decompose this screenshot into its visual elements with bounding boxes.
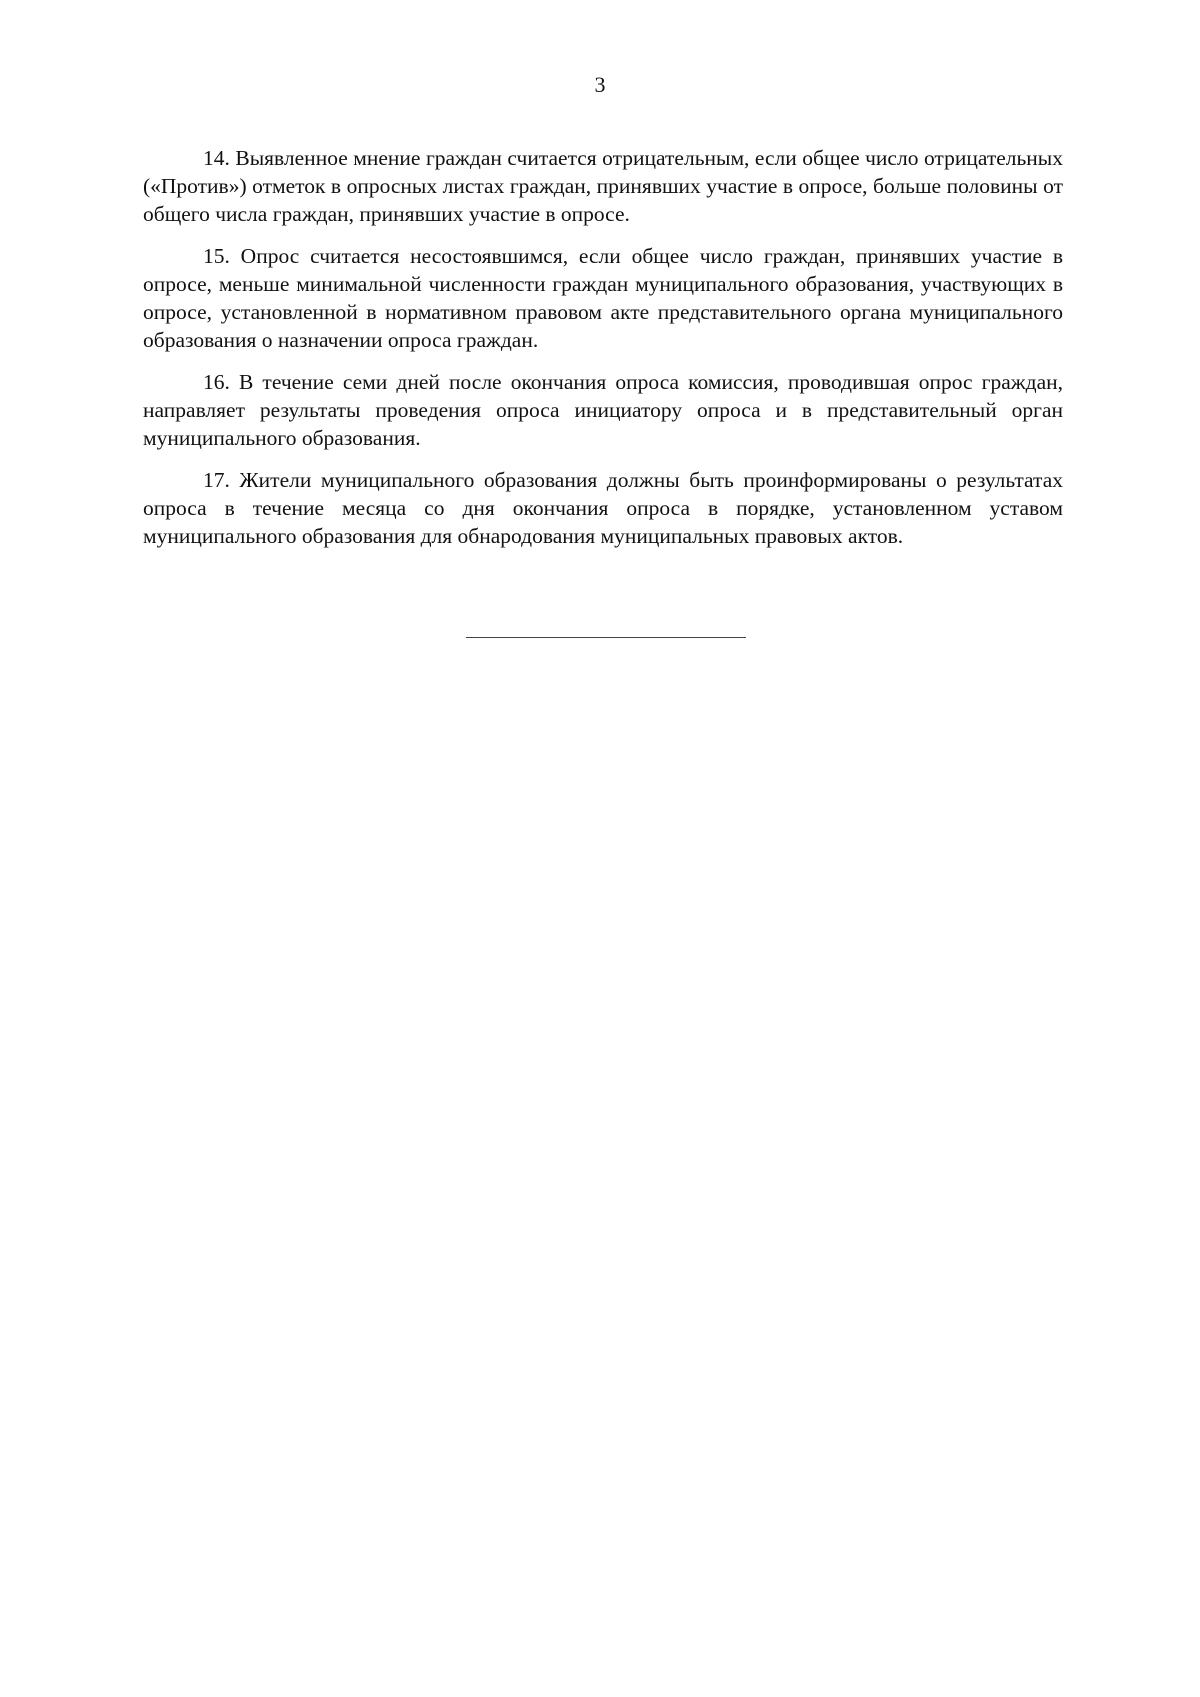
closing-divider [466,637,746,638]
paragraph-16: 16. В течение семи дней после окончания опроса комиссия, проводившая опрос граждан, направляет результаты проведения опроса инициатору опроса и в представительный орган муниципального образования. [143,370,1063,450]
page-number: 3 [594,72,606,97]
paragraph-17: 17. Жители муниципального образования должны быть проинформированы о результатах опроса в течение месяца со дня окончания опроса в порядке, установленном уставом муниципального образования для обнародования муниципальных правовых актов. [143,468,1063,548]
paragraph-14: 14. Выявленное мнение граждан считается отрицательным, если общее число отрицательных («Против») отметок в опросных листах граждан, принявших участие в опросе, больше половины от общего числа граждан, принявших участие в опросе. [143,146,1063,226]
paragraph-15: 15. Опрос считается несостоявшимся, если общее число граждан, принявших участие в опросе, меньше минимальной численности граждан муниципального образования, участвующих в опросе, установленной в нормативном правовом акте представительного органа муниципального образования о назначении опроса граждан. [143,244,1063,352]
document-body [143,144,1063,564]
